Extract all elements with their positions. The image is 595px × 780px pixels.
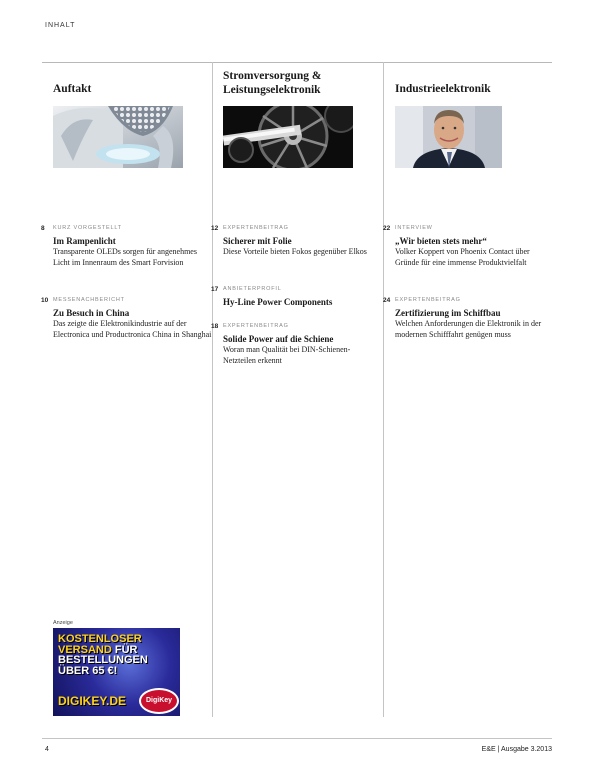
article-category: ANBIETERPROFIL	[223, 286, 282, 292]
article-item[interactable]	[211, 286, 383, 308]
article-category: EXPERTENBEITRAG	[223, 323, 289, 329]
ad-line-2b: FÜR	[114, 643, 138, 656]
article-page-number: 8	[41, 225, 45, 232]
ad-line-3: BESTELLUNGEN	[58, 654, 148, 666]
article-teaser: Welchen Anforderungen die Elektronik in der modernen Schifffahrt genügen muss	[395, 319, 542, 339]
section-label: INHALT	[45, 22, 76, 29]
column-divider-1	[212, 62, 213, 717]
article-page-number: 17	[211, 286, 219, 293]
article-teaser: Das zeigte die Elektronikindustrie auf der Electronica und Productronica China in Shanghai	[53, 319, 212, 339]
article-teaser: Diese Vorteile bieten Fokos gegenüber Elkos	[223, 247, 367, 256]
oled-car-interior-image[interactable]	[53, 106, 183, 168]
article-title: Zu Besuch in China	[53, 308, 130, 318]
ad-domain[interactable]: DIGIKEY.DE	[58, 694, 127, 708]
article-category: KURZ VORGESTELLT	[53, 225, 122, 231]
article-title: Solide Power auf die Schiene	[223, 334, 334, 344]
article-title: Hy-Line Power Components	[223, 297, 333, 307]
column-heading: Stromversorgung & Leistungselektronik	[223, 70, 322, 96]
article-title: Sicherer mit Folie	[223, 236, 292, 246]
article-page-number: 22	[383, 225, 391, 232]
article-page-number: 24	[383, 297, 391, 304]
article-category: INTERVIEW	[395, 225, 433, 231]
page-number: 4	[45, 746, 49, 753]
steam-locomotive-wheel-image[interactable]	[223, 106, 353, 168]
ad-line-2a: VERSAND	[58, 643, 112, 656]
article-category: EXPERTENBEITRAG	[395, 297, 461, 303]
ad-line-1: KOSTENLOSER	[58, 633, 142, 645]
article-teaser: Transparente OLEDs sorgen für angenehmes Licht im Innenraum des Smart Forvision	[53, 247, 197, 267]
article-teaser: Woran man Qualität bei DIN-Schienen-Netzteilen erkennt	[223, 345, 351, 365]
article-teaser: Volker Koppert von Phoenix Contact über Gründe für eine immense Produktvielfalt	[395, 247, 530, 267]
article-category: EXPERTENBEITRAG	[223, 225, 289, 231]
article-title: Zertifizierung im Schiffbau	[395, 308, 501, 318]
article-page-number: 10	[41, 297, 49, 304]
column-heading: Industrieelektronik	[395, 83, 491, 95]
article-page-number: 18	[211, 323, 219, 330]
article-item[interactable]	[211, 323, 383, 367]
article-item[interactable]	[383, 297, 555, 341]
ad-headline	[58, 634, 178, 676]
article-item[interactable]	[211, 225, 383, 258]
article-category: MESSENACHBERICHT	[53, 297, 125, 303]
top-rule	[42, 62, 552, 63]
article-item[interactable]	[41, 225, 213, 269]
ad-line-4: ÜBER 65 €!	[58, 664, 118, 677]
digikey-logo-icon: DigiKey	[139, 688, 179, 714]
article-page-number: 12	[211, 225, 219, 232]
article-item[interactable]	[41, 297, 213, 341]
portrait-volker-koppert-image[interactable]	[395, 106, 502, 168]
column-heading: Auftakt	[53, 83, 92, 95]
ad-label: Anzeige	[53, 620, 73, 626]
issue-info: E&E | Ausgabe 3.2013	[481, 746, 552, 753]
bottom-rule	[42, 738, 552, 739]
column-divider-2	[383, 62, 384, 717]
article-item[interactable]	[383, 225, 555, 269]
digikey-advertisement[interactable]	[53, 628, 180, 716]
article-title: „Wir bieten stets mehr“	[395, 236, 487, 246]
article-title: Im Rampenlicht	[53, 236, 116, 246]
